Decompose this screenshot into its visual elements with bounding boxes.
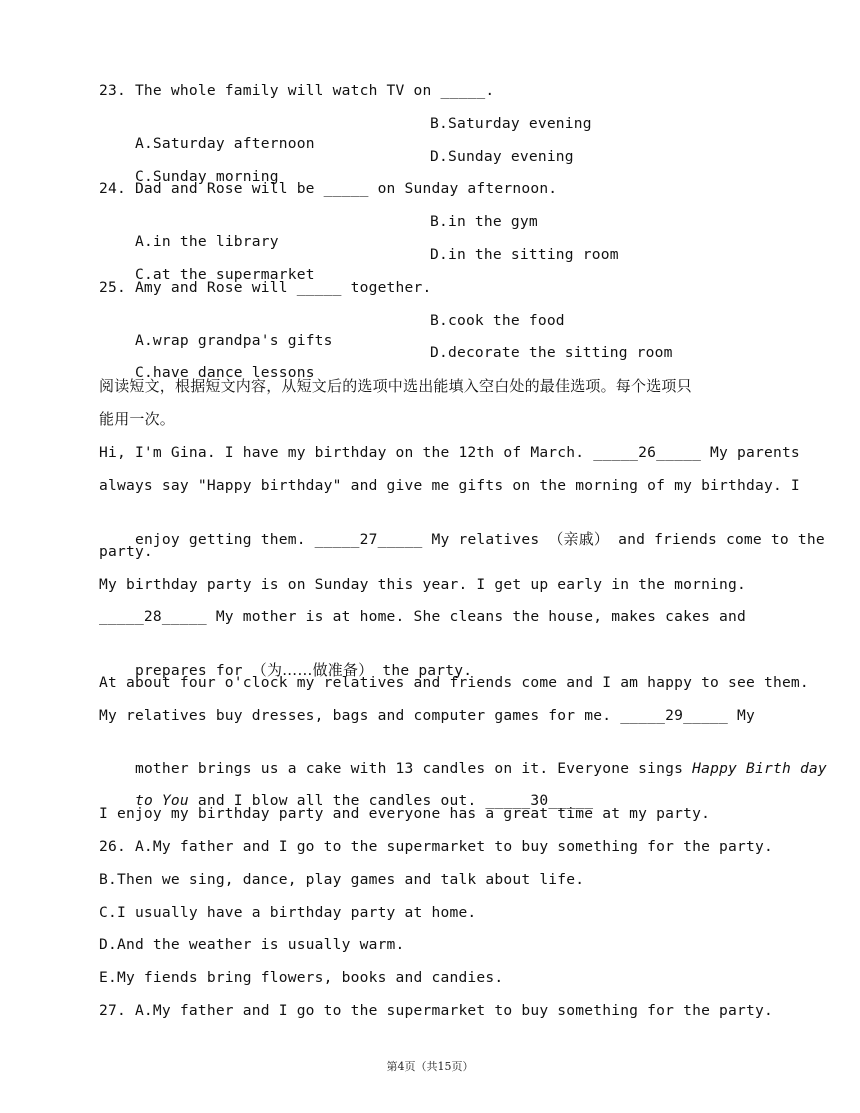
passage-song-title-part-1: Happy Birth day (692, 760, 827, 777)
question-23-option-b[interactable]: B.Saturday evening (430, 115, 592, 132)
passage-line-6: _____28_____ My mother is at home. She cleans the house, makes cakes and (99, 608, 747, 625)
passage-line-7-text-a: prepares for (134, 662, 252, 679)
passage-gloss-relatives: （亲戚） (548, 530, 610, 548)
passage-line-7-text-c: the party. (373, 662, 473, 679)
passage-line-5: My birthday party is on Sunday this year. I get up early in the morning. (99, 576, 747, 593)
question-25-option-d[interactable]: D.decorate the sitting room (430, 344, 673, 361)
page-number-footer: 第4页（共15页） (386, 1060, 474, 1073)
passage-line-8: At about four o'clock my relatives and friends come and I am happy to see them. (99, 674, 809, 691)
question-23-option-c[interactable]: C.Sunday morning (134, 168, 279, 185)
question-25-option-c[interactable]: C.have dance lessons (134, 364, 315, 381)
passage-line-3 (99, 509, 825, 570)
instruction-line-1: 阅读短文，根据短文内容，从短文后的选项中选出能填入空白处的最佳选项。每个选项只 (99, 377, 692, 395)
question-24-option-a[interactable]: A.in the library (134, 233, 279, 250)
passage-line-1: Hi, I'm Gina. I have my birthday on the 12th of March. _____26_____ My parents (99, 444, 800, 461)
choice-26-a[interactable]: 26. A.My father and I go to the supermarket to buy something for the party. (99, 838, 773, 855)
choice-b[interactable]: B.Then we sing, dance, play games and talk about life. (99, 871, 585, 888)
passage-line-3-text-c: and friends come to the (609, 531, 825, 548)
question-23-option-d[interactable]: D.Sunday evening (430, 148, 574, 165)
passage-line-9: My relatives buy dresses, bags and computer games for me. _____29_____ My (99, 707, 755, 724)
question-25-stem: 25. Amy and Rose will _____ together. (99, 279, 432, 296)
passage-line-3-text-a: enjoy getting them. _____27_____ My relatives (134, 531, 549, 548)
question-23-option-a[interactable]: A.Saturday afternoon (134, 135, 315, 152)
passage-line-2: always say "Happy birthday" and give me gifts on the morning of my birthday. I (99, 477, 800, 494)
question-25-option-a[interactable]: A.wrap grandpa's gifts (134, 332, 333, 349)
passage-line-11-text-b: and I blow all the candles out. _____30_____ (188, 792, 594, 809)
choice-e[interactable]: E.My fiends bring flowers, books and candies. (99, 969, 504, 986)
choice-d[interactable]: D.And the weather is usually warm. (99, 936, 405, 953)
instruction-line-2: 能用一次。 (99, 410, 176, 428)
question-24-option-c[interactable]: C.at the supermarket (134, 266, 315, 283)
question-24-stem: 24. Dad and Rose will be _____ on Sunday afternoon. (99, 180, 558, 197)
choice-27-a[interactable]: 27. A.My father and I go to the supermarket to buy something for the party. (99, 1002, 773, 1019)
question-24-option-d[interactable]: D.in the sitting room (430, 246, 619, 263)
passage-line-10-text-a: mother brings us a cake with 13 candles on it. Everyone sings (134, 760, 693, 777)
question-25-option-b[interactable]: B.cook the food (430, 312, 565, 329)
question-24-option-b[interactable]: B.in the gym (430, 213, 538, 230)
passage-gloss-prepare-for: （为……做准备） (251, 661, 374, 679)
passage-song-title-part-2: to You (134, 792, 189, 809)
passage-line-12: I enjoy my birthday party and everyone has a great time at my party. (99, 805, 711, 822)
question-23-stem: 23. The whole family will watch TV on _____. (99, 82, 495, 99)
choice-c[interactable]: C.I usually have a birthday party at home. (99, 904, 477, 921)
passage-line-4: party. (99, 543, 153, 560)
